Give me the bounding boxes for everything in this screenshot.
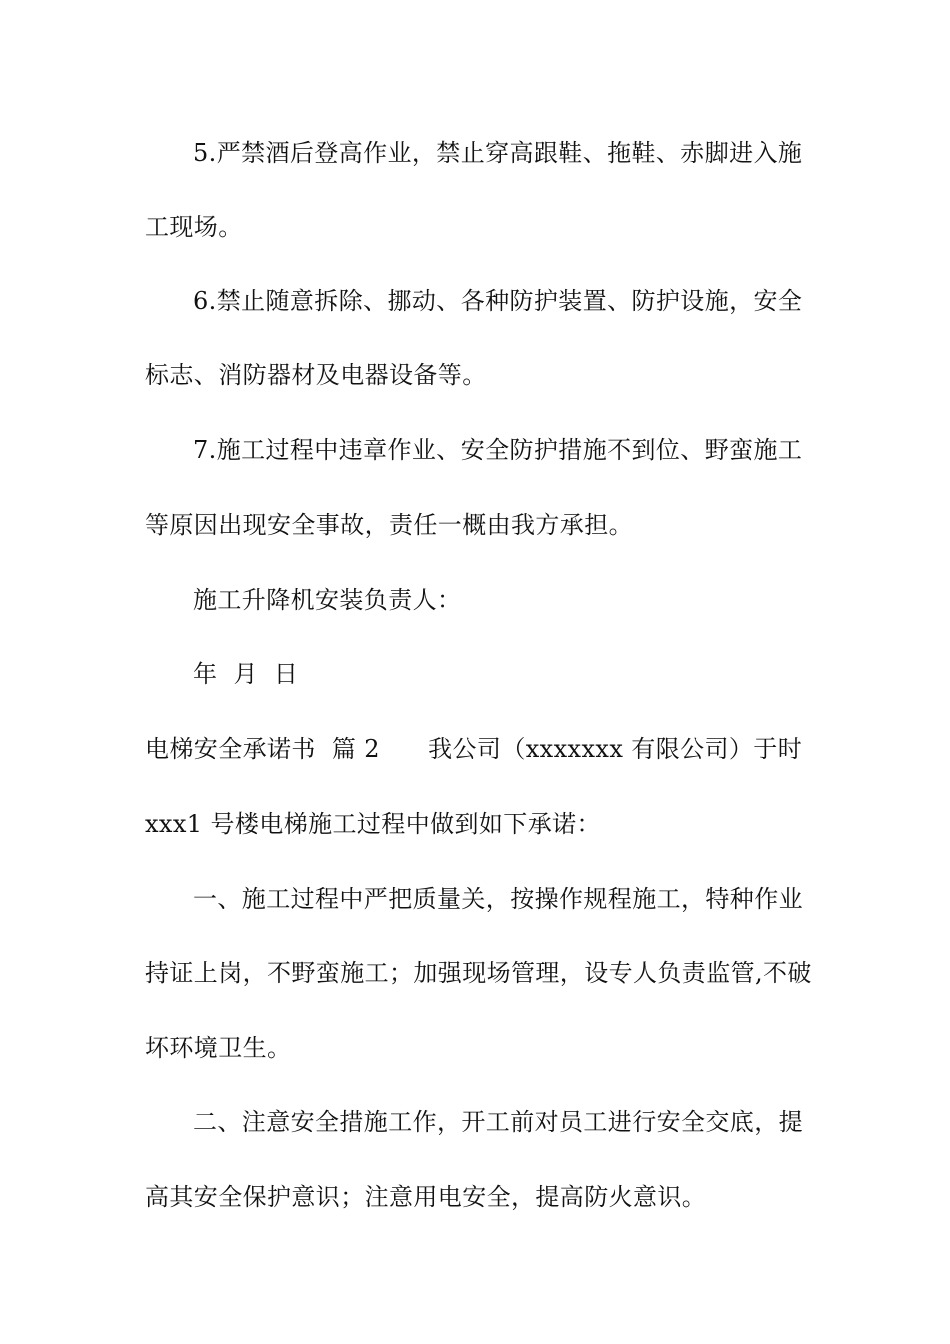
paragraph-line: xxx1 号楼电梯施工过程中做到如下承诺：	[145, 810, 601, 838]
paragraph-line: 5.严禁酒后登高作业，禁止穿高跟鞋、拖鞋、赤脚进入施	[193, 139, 803, 167]
signature-label: 施工升降机安装负责人：	[193, 586, 462, 614]
paragraph-line: 6.禁止随意拆除、挪动、各种防护装置、防护设施，安全	[193, 287, 803, 315]
paragraph-line: 等原因出现安全事故，责任一概由我方承担。	[145, 511, 633, 539]
date-line: 年 月 日	[193, 660, 299, 688]
paragraph-line: 工现场。	[145, 213, 243, 241]
section-heading-line: 电梯安全承诺书 篇 2 我公司（xxxxxxx 有限公司）于时	[145, 735, 803, 763]
paragraph-line: 二、注意安全措施工作，开工前对员工进行安全交底，提	[193, 1108, 803, 1136]
paragraph-line: 持证上岗，不野蛮施工；加强现场管理，设专人负责监管,不破	[145, 959, 812, 987]
paragraph-line: 一、施工过程中严把质量关，按操作规程施工，特种作业	[193, 885, 803, 913]
paragraph-line: 高其安全保护意识；注意用电安全，提高防火意识。	[145, 1183, 707, 1211]
paragraph-line: 坏环境卫生。	[145, 1034, 292, 1062]
paragraph-line: 标志、消防器材及电器设备等。	[145, 361, 487, 389]
paragraph-line: 7.施工过程中违章作业、安全防护措施不到位、野蛮施工	[193, 436, 803, 464]
